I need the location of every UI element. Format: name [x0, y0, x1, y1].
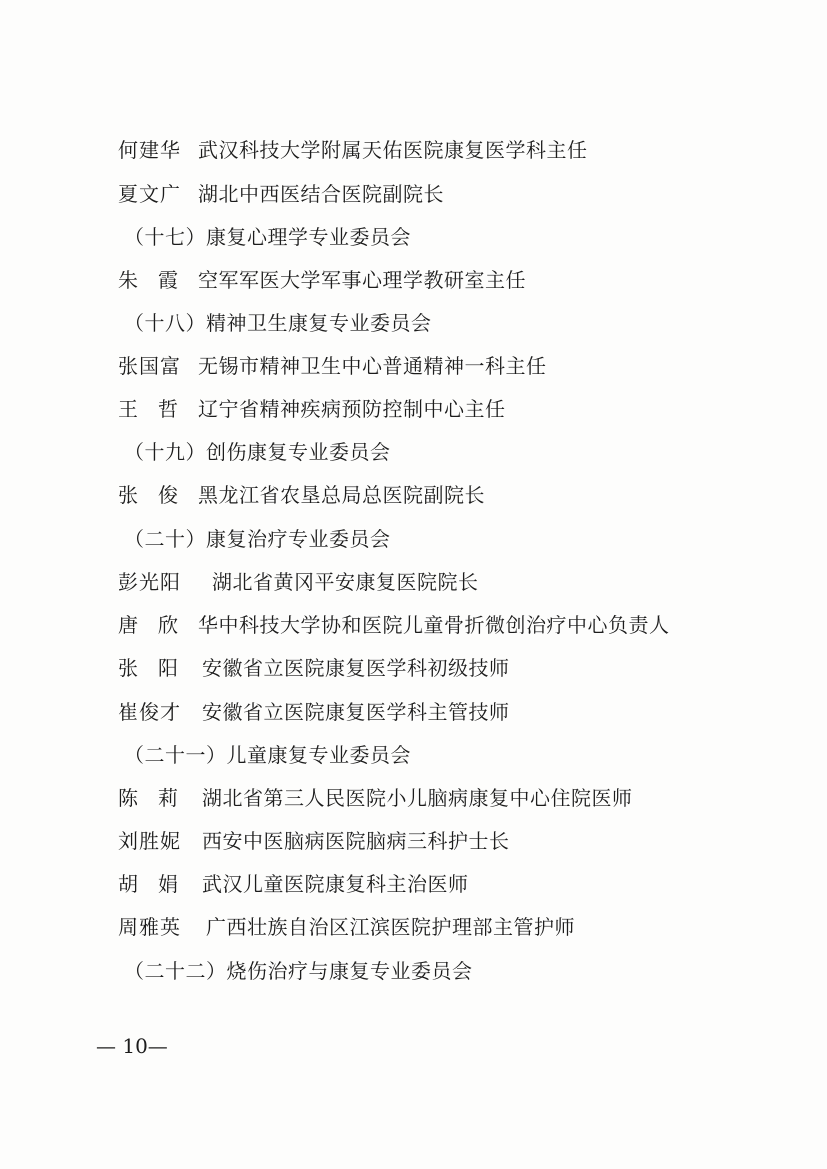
member-role: 华中科技大学协和医院儿童骨折微创治疗中心负责人	[198, 613, 670, 637]
member-name: 何建华	[118, 138, 181, 162]
member-name: 夏文广	[118, 182, 181, 206]
committee-heading: （二十一）儿童康复专业委员会	[124, 743, 411, 767]
member-name: 彭光阳	[118, 570, 181, 594]
member-entry	[118, 567, 479, 597]
member-entry	[118, 697, 510, 727]
member-role: 安徽省立医院康复医学科主管技师	[202, 700, 510, 724]
member-name: 朱 霞	[118, 268, 178, 292]
member-entry	[118, 869, 469, 899]
page-number: — 10—	[96, 1034, 168, 1058]
member-role: 西安中医脑病医院脑病三科护士长	[202, 829, 510, 853]
member-role: 安徽省立医院康复医学科初级技师	[202, 656, 510, 680]
member-role: 无锡市精神卫生中心普通精神一科主任	[198, 354, 547, 378]
member-name: 陈 莉	[118, 786, 178, 810]
member-name: 王 哲	[118, 397, 178, 421]
member-entry	[118, 912, 575, 942]
member-name: 周雅英	[118, 915, 181, 939]
member-entry	[118, 610, 670, 640]
member-name: 张 俊	[118, 483, 178, 507]
member-role: 空军军医大学军事心理学教研室主任	[198, 268, 526, 292]
member-entry	[118, 783, 633, 813]
member-entry	[118, 135, 588, 165]
member-name: 张国富	[118, 354, 181, 378]
member-entry	[118, 653, 510, 683]
member-role: 武汉儿童医院康复科主治医师	[202, 872, 469, 896]
member-name: 崔俊才	[118, 700, 181, 724]
member-entry	[118, 351, 547, 381]
member-entry	[118, 826, 510, 856]
member-entry	[118, 265, 526, 295]
member-name: 刘胜妮	[118, 829, 181, 853]
member-role: 武汉科技大学附属天佑医院康复医学科主任	[198, 138, 588, 162]
member-role: 黑龙江省农垦总局总医院副院长	[198, 483, 485, 507]
member-name: 胡 娟	[118, 872, 178, 896]
committee-heading: （十九）创伤康复专业委员会	[124, 440, 391, 464]
member-role: 广西壮族自治区江滨医院护理部主管护师	[206, 915, 575, 939]
committee-heading: （十七）康复心理学专业委员会	[124, 225, 411, 249]
committee-heading: （二十二）烧伤治疗与康复专业委员会	[124, 959, 473, 983]
member-role: 湖北中西医结合医院副院长	[198, 182, 444, 206]
member-entry	[118, 179, 444, 209]
member-entry	[118, 480, 485, 510]
member-name: 张 阳	[118, 656, 178, 680]
committee-heading: （十八）精神卫生康复专业委员会	[124, 311, 432, 335]
member-role: 湖北省第三人民医院小儿脑病康复中心住院医师	[202, 786, 633, 810]
member-entry	[118, 394, 506, 424]
member-role: 辽宁省精神疾病预防控制中心主任	[198, 397, 506, 421]
member-role: 湖北省黄冈平安康复医院院长	[212, 570, 479, 594]
committee-heading: （二十）康复治疗专业委员会	[124, 527, 391, 551]
member-name: 唐 欣	[118, 613, 178, 637]
